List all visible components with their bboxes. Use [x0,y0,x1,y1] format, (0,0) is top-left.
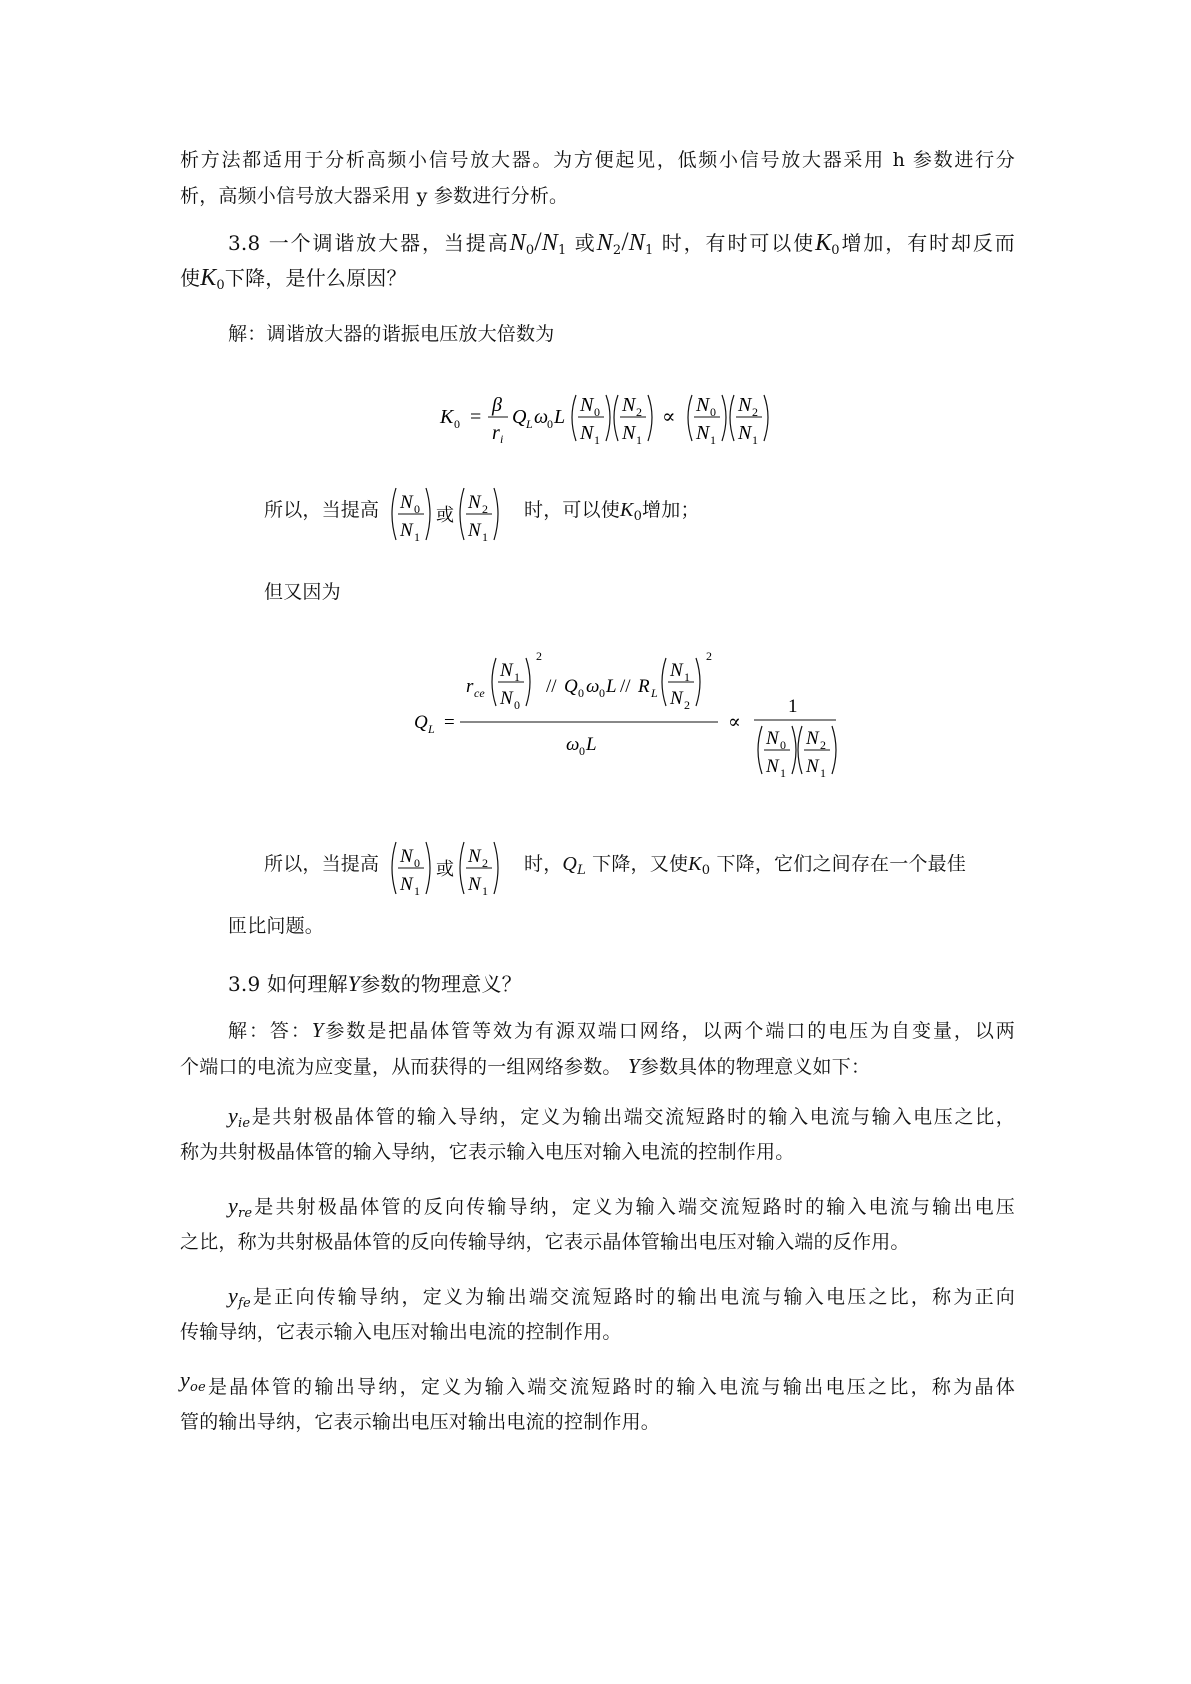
svg-text:=: = [444,712,455,733]
svg-text:=: = [470,406,482,428]
svg-text:N: N [500,688,513,709]
svg-text:2: 2 [706,649,712,663]
svg-text:N: N [696,394,710,416]
svg-text:ω: ω [586,676,600,697]
svg-text:N: N [670,688,683,709]
answer-3-9-line-1: 解：答：Y参数是把晶体管等效为有源双端口网络，以两个端口的电压为自变量，以两 [228,1018,1015,1042]
yre-line-1: $y_{re}$是共射极晶体管的反向传输导纳，定义为输入端交流短路时的输入电流与输出电压 [228,1193,1015,1221]
svg-text:L: L [586,734,597,755]
svg-text:i: i [500,432,504,446]
svg-text:2: 2 [820,738,826,752]
svg-text:L: L [554,406,566,428]
svg-text:L: L [526,417,533,431]
svg-text:ω: ω [566,734,580,755]
svg-text:2: 2 [636,405,642,419]
svg-text:1: 1 [684,670,690,684]
svg-text:r: r [466,676,474,697]
svg-text:Q: Q [512,406,527,428]
svg-text:N: N [670,660,683,681]
svg-text:0: 0 [454,417,460,431]
ratio-fractions-2 [388,838,528,898]
svg-text:1: 1 [414,530,420,544]
equation-k0 [430,383,810,453]
svg-text:1: 1 [514,670,520,684]
svg-text:2: 2 [752,405,758,419]
svg-text:K: K [440,406,454,428]
intro-line-1: 析方法都适用于分析高频小信号放大器。为方便起见，低频小信号放大器采用 h 参数进行分 [180,149,1015,171]
yfe-line-1: $y_{fe}$是正向传输导纳，定义为输出端交流短路时的输出电流与输入电压之比，称为正向 [228,1283,1015,1311]
svg-text:Q: Q [564,676,578,697]
svg-text:0: 0 [780,738,786,752]
svg-text:1: 1 [482,530,488,544]
svg-text:或: 或 [436,859,454,879]
svg-text:∝: ∝ [662,406,676,428]
svg-text:ce: ce [474,686,485,700]
svg-text:ω: ω [534,406,549,428]
svg-text:N: N [738,394,752,416]
svg-text:N: N [468,520,481,541]
yoe-line-1: yoe是晶体管的输出导纳，定义为输入端交流短路时的输入电流与输出电压之比，称为晶体 [180,1367,1015,1398]
so-line-1-tail: 时，可以使$K_0$增加； [524,499,700,524]
so-line-1: 所以，当提高 [264,499,380,521]
svg-text:0: 0 [414,502,420,516]
svg-text:2: 2 [536,649,542,663]
yie-line-1: $y_{ie}$是共射极晶体管的输入导纳，定义为输出端交流短路时的输入电流与输入电压之比， [228,1103,1015,1131]
so-line-2: 所以，当提高 [264,853,380,875]
svg-text:N: N [468,492,481,513]
question-number: 3.9 [228,972,261,996]
svg-text:1: 1 [414,884,420,898]
svg-text:β: β [492,394,502,416]
svg-text:或: 或 [436,505,454,525]
but-line: 但又因为 [264,581,341,603]
svg-text://: // [620,676,631,697]
svg-text:0: 0 [547,417,553,431]
svg-text:0: 0 [578,686,584,700]
svg-text:2: 2 [482,856,488,870]
svg-text:∝: ∝ [728,712,741,733]
svg-text:0: 0 [579,744,585,758]
svg-text:1: 1 [482,884,488,898]
svg-text:N: N [468,874,481,895]
svg-text:N: N [696,422,710,444]
answer-intro: 解：调谐放大器的谐振电压放大倍数为 [228,323,555,345]
svg-text:N: N [400,492,413,513]
svg-text:L: L [428,722,435,736]
svg-text:0: 0 [594,405,600,419]
svg-text:0: 0 [599,686,605,700]
svg-text:N: N [580,394,594,416]
svg-text:0: 0 [710,405,716,419]
svg-text:0: 0 [414,856,420,870]
yfe-line-2: 传输导纳，它表示输入电压对输出电流的控制作用。 [180,1321,622,1343]
svg-text:Q: Q [414,712,428,733]
svg-text:1: 1 [636,433,642,447]
yoe-line-2: 管的输出导纳，它表示输出电压对输出电流的控制作用。 [180,1411,661,1433]
svg-text:1: 1 [820,766,826,780]
svg-text:2: 2 [482,502,488,516]
svg-text:1: 1 [710,433,716,447]
svg-text:N: N [738,422,752,444]
equation-ql [410,640,870,780]
svg-text:N: N [500,660,513,681]
answer-3-9-line-2: 个端口的电流为应变量，从而获得的一组网络参数。 Y参数具体的物理意义如下： [180,1054,871,1078]
svg-text:0: 0 [514,698,520,712]
svg-text:N: N [622,394,636,416]
yie-line-2: 称为共射极晶体管的输入导纳，它表示输入电压对输入电流的控制作用。 [180,1141,795,1163]
svg-text:N: N [766,756,779,777]
svg-text:1: 1 [788,696,798,717]
svg-text:N: N [400,846,413,867]
svg-text:N: N [468,846,481,867]
so-line-2-tail: 时，$Q_L$ 下降，又使$K_0$ 下降，它们之间存在一个最佳 [524,853,967,878]
intro-line-2: 析，高频小信号放大器采用 y 参数进行分析。 [180,185,569,207]
svg-text:1: 1 [780,766,786,780]
svg-text:L: L [651,686,658,700]
question-3-9: 3.9 如何理解Y参数的物理意义？ [228,971,522,996]
svg-text:N: N [806,728,819,749]
ratio-fractions-1 [388,484,528,544]
svg-text:1: 1 [752,433,758,447]
svg-text:N: N [580,422,594,444]
svg-text:N: N [806,756,819,777]
question-number: 3.8 [228,231,261,255]
svg-text:N: N [400,520,413,541]
question-3-8-line-2: 使$K_0$下降，是什么原因？ [180,265,407,293]
svg-text:N: N [400,874,413,895]
svg-text:2: 2 [684,698,690,712]
so-line-2-cont: 匝比问题。 [228,915,325,937]
svg-text://: // [546,676,557,697]
svg-text:N: N [766,728,779,749]
svg-text:r: r [492,422,500,444]
svg-text:N: N [622,422,636,444]
yre-line-2: 之比，称为共射极晶体管的反向传输导纳，它表示晶体管输出电压对输入端的反作用。 [180,1231,910,1253]
svg-text:L: L [606,676,617,697]
question-3-8: 3.8 一个调谐放大器，当提高$N_0/N_1$ 或$N_2/N_1$ 时，有时可以使$K_0$增加，有时却反而 [228,227,1016,258]
svg-text:1: 1 [594,433,600,447]
svg-text:R: R [638,676,650,697]
